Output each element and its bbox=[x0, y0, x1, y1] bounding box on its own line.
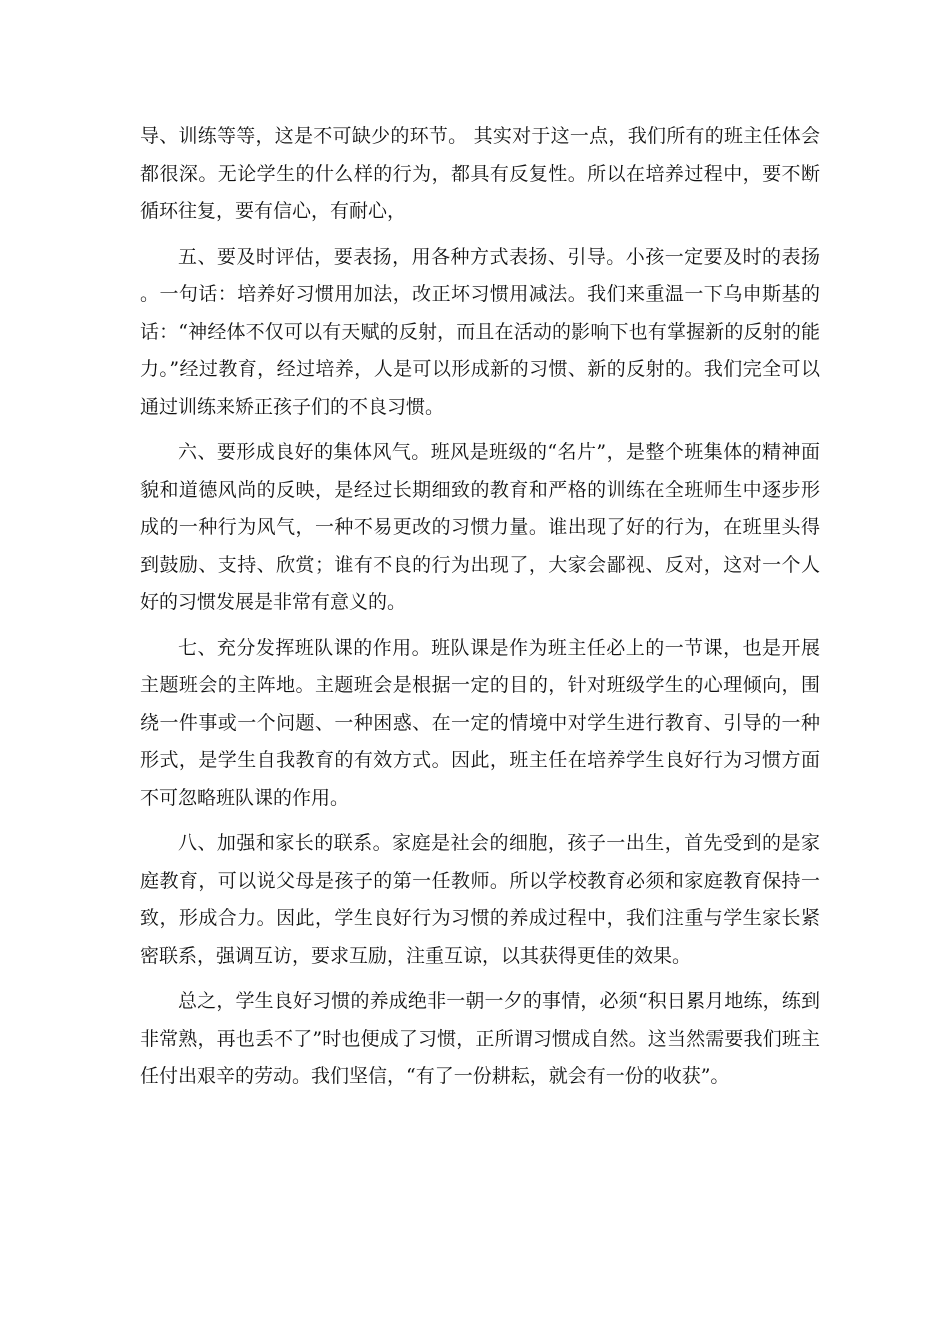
paragraph-continuation: 导、训练等等，这是不可缺少的环节。 其实对于这一点，我们所有的班主任体会都很深。无论学生的什么样的行为，都具有反复性。所以在培养过程中，要不断循环往复，要有信心，有耐心， bbox=[140, 125, 820, 222]
paragraph-conclusion: 总之，学生良好习惯的养成绝非一朝一夕的事情，必须“积日累月地练，练到非常熟，再也丢不了”时也便成了习惯，正所谓习惯成自然。这当然需要我们班主任付出艰辛的劳动。我们坚信，“有了一份耕耘，就会有一份的收获”。 bbox=[140, 990, 820, 1087]
paragraph-six-class-atmosphere: 六、要形成良好的集体风气。班风是班级的“名片”，是整个班集体的精神面貌和道德风尚的反映，是经过长期细致的教育和严格的训练在全班师生中逐步形成的一种行为风气，一种不易更改的习惯力量。谁出现了好的行为，在班里头得到鼓励、支持、欣赏；谁有不良的行为出现了，大家会鄙视、反对，这对一个人好的习惯发展是非常有意义的。 bbox=[140, 441, 820, 613]
paragraph-seven-class-meeting: 七、充分发挥班队课的作用。班队课是作为班主任必上的一节课，也是开展主题班会的主阵地。主题班会是根据一定的目的，针对班级学生的心理倾向，围绕一件事或一个问题、一种困惑、在一定的情境中对学生进行教育、引导的一种形式，是学生自我教育的有效方式。因此，班主任在培养学生良好行为习惯方面不可忽略班队课的作用。 bbox=[140, 636, 820, 809]
paragraph-five-evaluate-praise: 五、要及时评估，要表扬，用各种方式表扬、引导。小孩一定要及时的表扬。一句话：培养好习惯用加法，改正坏习惯用减法。我们来重温一下乌申斯基的话：“神经体不仅可以有天赋的反射，而且在活动的影响下也有掌握新的反射的能力。”经过教育，经过培养，人是可以形成新的习惯、新的反射的。我们完全可以通过训练来矫正孩子们的不良习惯。 bbox=[140, 245, 820, 418]
document-body bbox=[140, 118, 820, 1096]
paragraph-eight-parent-contact: 八、加强和家长的联系。家庭是社会的细胞，孩子一出生，首先受到的是家庭教育，可以说父母是孩子的第一任教师。所以学校教育必须和家庭教育保持一致，形成合力。因此，学生良好行为习惯的养成过程中，我们注重与学生家长紧密联系，强调互访，要求互励，注重互谅，以其获得更佳的效果。 bbox=[140, 832, 820, 967]
